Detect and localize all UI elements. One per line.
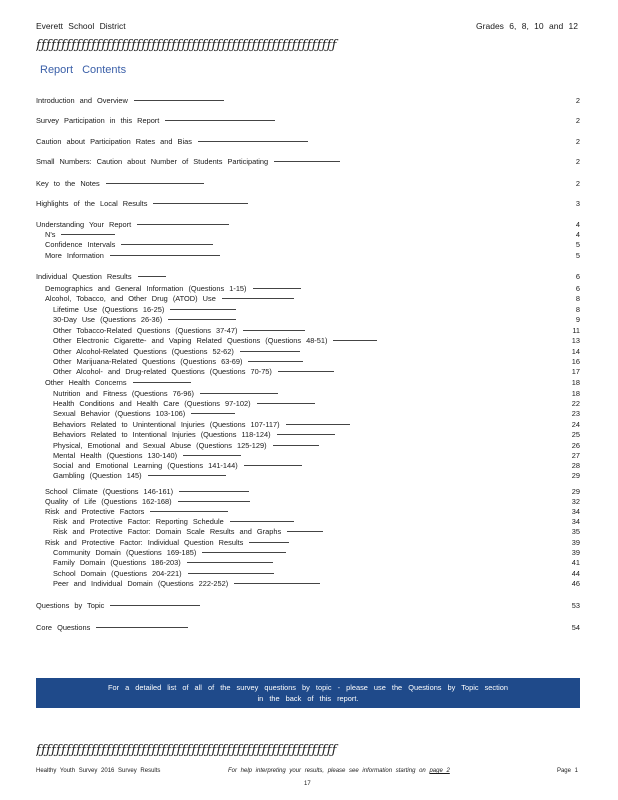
toc-leader-line <box>61 234 115 235</box>
toc-entry-text <box>53 548 286 558</box>
footer-page-link[interactable]: page 2 <box>429 768 450 774</box>
toc-entry-text <box>53 461 302 471</box>
toc-entry-text <box>45 538 289 548</box>
toc-leader-line <box>273 445 319 446</box>
toc-entry[interactable] <box>36 538 580 548</box>
toc-entry-label: Key to the Notes <box>36 179 100 188</box>
toc-entry-label: Questions by Topic <box>36 601 105 610</box>
toc-entry-text <box>53 305 236 315</box>
toc-entry-label: Nutrition and Fitness (Questions 76-96) <box>53 389 194 398</box>
toc-entry-label: Risk and Protective Factor: Individual Question Results <box>45 538 244 547</box>
toc-entry[interactable] <box>36 179 580 189</box>
toc-entry-text <box>36 96 224 106</box>
toc-page-number: 2 <box>575 179 580 188</box>
toc-leader-line <box>274 161 340 162</box>
toc-entry-label: More Information <box>45 251 104 260</box>
toc-entry-text <box>53 347 300 357</box>
toc-entry-text <box>53 336 377 346</box>
toc-entry-text <box>53 326 305 336</box>
toc-leader-line <box>165 120 275 121</box>
page-title: Report Contents <box>40 64 127 76</box>
toc-entry[interactable] <box>36 294 580 304</box>
toc-entry-text <box>36 601 200 611</box>
toc-leader-line <box>230 521 294 522</box>
toc-page-number: 24 <box>571 420 580 429</box>
banner-line-1: For a detailed list of all of the survey questions by topic - please use the Questions by Topic section <box>108 683 508 692</box>
toc-entry-text <box>53 367 334 377</box>
toc-leader-line <box>333 340 377 341</box>
toc-entry-label: Other Health Concerns <box>45 378 127 387</box>
toc-entry-text <box>53 357 303 367</box>
banner-line-2: in the back of this report. <box>257 694 359 703</box>
toc-page-number: 39 <box>571 548 580 557</box>
toc-entry-label: Other Alcohol- and Drug-related Questions (Questions 70-75) <box>53 367 272 376</box>
toc-entry[interactable] <box>36 378 580 388</box>
toc-entry[interactable] <box>36 116 580 126</box>
toc-leader-line <box>133 382 191 383</box>
toc-page-number: 25 <box>571 430 580 439</box>
toc-page-number: 32 <box>571 497 580 506</box>
toc-entry-text <box>45 240 213 250</box>
toc-entry-label: Small Numbers: Caution about Number of Students Participating <box>36 157 269 166</box>
toc-entry-text <box>53 527 323 537</box>
toc-entry-text <box>36 157 340 167</box>
toc-page-number: 6 <box>575 272 580 281</box>
toc-entry[interactable] <box>36 569 580 579</box>
toc-leader-line <box>183 455 241 456</box>
toc-entry[interactable] <box>36 420 580 430</box>
toc-leader-line <box>286 424 350 425</box>
toc-page-number: 54 <box>571 623 580 632</box>
toc-entry-text <box>53 451 241 461</box>
toc-entry-label: Family Domain (Questions 186-203) <box>53 558 181 567</box>
toc-page-number: 29 <box>571 487 580 496</box>
toc-entry-text <box>36 137 308 147</box>
toc-entry-text <box>53 420 350 430</box>
toc-entry[interactable] <box>36 527 580 537</box>
toc-entry[interactable] <box>36 137 580 147</box>
toc-entry-label: Introduction and Overview <box>36 96 128 105</box>
toc-entry-label: Caution about Participation Rates and Bias <box>36 137 192 146</box>
toc-entry[interactable] <box>36 461 580 471</box>
toc-page-number: 26 <box>571 441 580 450</box>
toc-page-number: 44 <box>571 569 580 578</box>
toc-leader-line <box>137 224 229 225</box>
toc-page-number: 34 <box>571 507 580 516</box>
toc-entry-text <box>45 230 115 240</box>
toc-entry-label: Social and Emotional Learning (Questions 141-144) <box>53 461 238 470</box>
toc-entry-text <box>53 409 235 419</box>
toc-entry-text <box>36 272 166 282</box>
toc-entry-text <box>36 220 229 230</box>
toc-leader-line <box>179 491 249 492</box>
toc-entry-text <box>45 378 191 388</box>
toc-entry[interactable] <box>36 357 580 367</box>
footer-report-name: Healthy Youth Survey 2016 Survey Results <box>36 768 161 774</box>
toc-entry-label: Core Questions <box>36 623 91 632</box>
toc-entry-label: Quality of Life (Questions 162-168) <box>45 497 172 506</box>
toc-leader-line <box>96 627 188 628</box>
toc-leader-line <box>148 475 226 476</box>
toc-entry-label: Other Electronic Cigarette- and Vaping Related Questions (Questions 48-51) <box>53 336 328 345</box>
toc-entry-text <box>53 315 236 325</box>
toc-entry-label: Individual Question Results <box>36 272 132 281</box>
toc-entry-label: Mental Health (Questions 130-140) <box>53 451 178 460</box>
toc-leader-line <box>249 542 289 543</box>
toc-entry[interactable] <box>36 471 580 481</box>
toc-page-number: 41 <box>571 558 580 567</box>
toc-leader-line <box>187 562 273 563</box>
toc-leader-line <box>121 244 213 245</box>
toc-entry-text <box>36 199 248 209</box>
footer-page-label: Page 1 <box>556 768 578 774</box>
toc-entry[interactable] <box>36 548 580 558</box>
toc-page-number: 35 <box>571 527 580 536</box>
toc-entry-text <box>53 399 315 409</box>
toc-page-number: 17 <box>571 367 580 376</box>
toc-entry[interactable] <box>36 389 580 399</box>
toc-leader-line <box>234 583 320 584</box>
toc-entry[interactable] <box>36 251 580 261</box>
toc-entry-text <box>45 251 220 261</box>
toc-entry-text <box>53 389 278 399</box>
toc-entry-label: Understanding Your Report <box>36 220 132 229</box>
toc-page-number: 9 <box>575 315 580 324</box>
toc-entry-text <box>45 284 301 294</box>
toc-entry[interactable] <box>36 497 580 507</box>
toc-entry-text <box>53 558 273 568</box>
toc-entry-text <box>45 507 228 517</box>
toc-entry[interactable] <box>36 305 580 315</box>
toc-page-number: 18 <box>571 389 580 398</box>
toc-leader-line <box>153 203 248 204</box>
toc-entry-text <box>36 623 188 633</box>
toc-entry[interactable] <box>36 507 580 517</box>
toc-leader-line <box>198 141 308 142</box>
toc-entry-text <box>36 116 275 126</box>
district-name: Everett School District <box>36 21 126 31</box>
toc-page-number: 13 <box>571 336 580 345</box>
toc-entry[interactable] <box>36 315 580 325</box>
footer-help-prefix: For help interpreting your results, please see information starting on <box>228 768 426 774</box>
toc-leader-line <box>138 276 166 277</box>
toc-entry-label: Confidence Intervals <box>45 240 116 249</box>
toc-leader-line <box>191 413 235 414</box>
toc-entry[interactable] <box>36 326 580 336</box>
toc-page-number: 53 <box>571 601 580 610</box>
toc-entry-text <box>45 497 250 507</box>
toc-entry-label: Other Alcohol-Related Questions (Questions 52-62) <box>53 347 234 356</box>
toc-leader-line <box>110 605 200 606</box>
toc-leader-line <box>170 309 236 310</box>
toc-entry[interactable] <box>36 347 580 357</box>
toc-entry-text <box>36 179 204 189</box>
toc-entry-text <box>45 294 294 304</box>
toc-leader-line <box>253 288 301 289</box>
toc-entry-label: Community Domain (Questions 169-185) <box>53 548 197 557</box>
toc-page-number: 4 <box>575 220 580 229</box>
toc-entry-label: School Domain (Questions 204-221) <box>53 569 182 578</box>
decorative-divider-top: ƒƒƒƒƒƒƒƒƒƒƒƒƒƒƒƒƒƒƒƒƒƒƒƒƒƒƒƒƒƒƒƒƒƒƒƒƒƒƒƒƒƒƒƒƒƒƒƒƒƒƒƒƒƒƒƒƒƒƒƒ <box>36 38 337 52</box>
toc-entry-label: Gambling (Question 145) <box>53 471 142 480</box>
toc-leader-line <box>243 330 305 331</box>
toc-page-number: 6 <box>575 284 580 293</box>
toc-entry[interactable] <box>36 96 580 106</box>
toc-leader-line <box>178 501 250 502</box>
toc-entry[interactable] <box>36 558 580 568</box>
toc-entry[interactable] <box>36 336 580 346</box>
toc-page-number: 22 <box>571 399 580 408</box>
toc-page-number: 3 <box>575 199 580 208</box>
toc-entry[interactable] <box>36 451 580 461</box>
toc-entry-label: Behaviors Related to Intentional Injuries (Questions 118-124) <box>53 430 271 439</box>
toc-entry-label: 30-Day Use (Questions 26-36) <box>53 315 163 324</box>
toc-leader-line <box>106 183 204 184</box>
toc-leader-line <box>110 255 220 256</box>
decorative-divider-bottom: ƒƒƒƒƒƒƒƒƒƒƒƒƒƒƒƒƒƒƒƒƒƒƒƒƒƒƒƒƒƒƒƒƒƒƒƒƒƒƒƒƒƒƒƒƒƒƒƒƒƒƒƒƒƒƒƒƒƒƒƒ <box>36 743 337 757</box>
toc-page-number: 46 <box>571 579 580 588</box>
toc-entry-text <box>53 569 274 579</box>
toc-entry[interactable] <box>36 409 580 419</box>
toc-leader-line <box>240 351 300 352</box>
toc-page-number: 8 <box>575 294 580 303</box>
toc-entry-label: Health Conditions and Health Care (Questions 97-102) <box>53 399 251 408</box>
toc-entry[interactable] <box>36 430 580 440</box>
footer-help-text <box>228 768 450 774</box>
toc-page-number: 28 <box>571 461 580 470</box>
footer-sheet-number: 17 <box>304 781 311 787</box>
toc-entry[interactable] <box>36 230 580 240</box>
toc-page-number: 2 <box>575 116 580 125</box>
toc-entry-label: Highlights of the Local Results <box>36 199 148 208</box>
toc-entry-text <box>45 487 249 497</box>
toc-page-number: 27 <box>571 451 580 460</box>
toc-entry[interactable] <box>36 367 580 377</box>
toc-entry-label: School Climate (Questions 146-161) <box>45 487 174 496</box>
toc-entry-label: Demographics and General Information (Questions 1-15) <box>45 284 247 293</box>
toc-entry[interactable] <box>36 399 580 409</box>
toc-entry[interactable] <box>36 487 580 497</box>
toc-page-number: 2 <box>575 157 580 166</box>
toc-entry[interactable] <box>36 272 580 282</box>
toc-leader-line <box>200 393 278 394</box>
toc-entry-text <box>53 430 335 440</box>
toc-entry[interactable] <box>36 623 580 633</box>
toc-leader-line <box>244 465 302 466</box>
toc-page-number: 5 <box>575 240 580 249</box>
toc-page-number: 39 <box>571 538 580 547</box>
toc-entry-label: Other Marijuana-Related Questions (Questions 63-69) <box>53 357 243 366</box>
toc-page-number: 4 <box>575 230 580 239</box>
toc-entry[interactable] <box>36 284 580 294</box>
toc-entry-text <box>53 579 320 589</box>
toc-entry-label: Behaviors Related to Unintentional Injuries (Questions 107-117) <box>53 420 280 429</box>
topic-note-banner <box>36 678 580 708</box>
toc-entry-label: Other Tobacco-Related Questions (Questions 37-47) <box>53 326 238 335</box>
toc-page-number: 23 <box>571 409 580 418</box>
toc-entry-label: Risk and Protective Factor: Reporting Schedule <box>53 517 224 526</box>
toc-entry[interactable] <box>36 441 580 451</box>
toc-leader-line <box>257 403 315 404</box>
toc-entry[interactable] <box>36 601 580 611</box>
toc-entry[interactable] <box>36 517 580 527</box>
toc-entry-label: Risk and Protective Factor: Domain Scale Results and Graphs <box>53 527 282 536</box>
toc-page-number: 11 <box>572 326 580 335</box>
toc-leader-line <box>134 100 224 101</box>
toc-entry[interactable] <box>36 220 580 230</box>
toc-page-number: 18 <box>571 378 580 387</box>
toc-entry-label: Lifetime Use (Questions 16-25) <box>53 305 165 314</box>
toc-entry[interactable] <box>36 579 580 589</box>
toc-page-number: 2 <box>575 137 580 146</box>
toc-leader-line <box>188 573 274 574</box>
toc-entry-label: N's <box>45 230 56 239</box>
toc-entry-text <box>53 517 294 527</box>
toc-entry-label: Physical, Emotional and Sexual Abuse (Questions 125-129) <box>53 441 267 450</box>
toc-leader-line <box>248 361 303 362</box>
toc-page-number: 5 <box>575 251 580 260</box>
toc-page-number: 8 <box>575 305 580 314</box>
toc-leader-line <box>222 298 294 299</box>
toc-entry-label: Alcohol, Tobacco, and Other Drug (ATOD) Use <box>45 294 216 303</box>
toc-page-number: 14 <box>571 347 580 356</box>
toc-leader-line <box>168 319 236 320</box>
toc-entry-label: Sexual Behavior (Questions 103-106) <box>53 409 186 418</box>
toc-entry[interactable] <box>36 157 580 167</box>
toc-entry-text <box>53 441 319 451</box>
toc-leader-line <box>202 552 286 553</box>
toc-entry-text <box>53 471 226 481</box>
toc-page-number: 2 <box>575 96 580 105</box>
toc-leader-line <box>150 511 228 512</box>
toc-entry-label: Peer and Individual Domain (Questions 222-252) <box>53 579 229 588</box>
toc-page-number: 34 <box>571 517 580 526</box>
toc-leader-line <box>277 434 335 435</box>
toc-entry-label: Risk and Protective Factors <box>45 507 145 516</box>
toc-entry[interactable] <box>36 240 580 250</box>
toc-entry[interactable] <box>36 199 580 209</box>
toc-page-number: 16 <box>571 357 580 366</box>
toc-entry-label: Survey Participation in this Report <box>36 116 160 125</box>
grades-label: Grades 6, 8, 10 and 12 <box>476 21 578 31</box>
toc-leader-line <box>278 371 334 372</box>
toc-page-number: 29 <box>571 471 580 480</box>
toc-leader-line <box>287 531 323 532</box>
